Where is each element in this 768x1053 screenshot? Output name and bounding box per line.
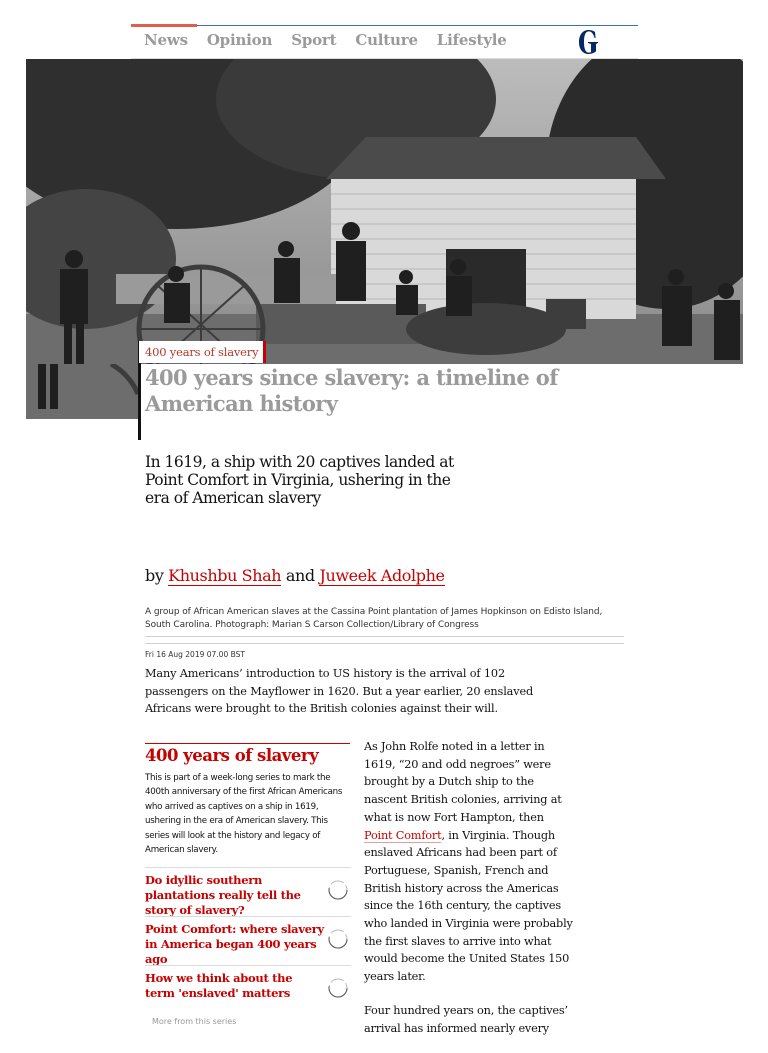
hero-photo: [26, 59, 743, 364]
nav-active-indicator: [131, 24, 197, 27]
body-p1-text-b: , in Virginia. Though enslaved Africans had been part of Portuguese, Spanish, French and British history across the Americas since the 16th century, the captives who landed in Virginia were probably the first slaves to arrive into what would become the United States 150 years later.: [364, 828, 573, 984]
body-paragraph-2: Four hundred years on, the captives’ arrival has informed nearly every: [364, 1003, 568, 1035]
series-list: [145, 867, 351, 1014]
nav-item-opinion[interactable]: Opinion: [206, 31, 273, 49]
pie-progress-icon: [328, 880, 348, 900]
pie-progress-icon: [328, 978, 348, 998]
caption-divider: [145, 636, 624, 644]
nav-item-sport[interactable]: Sport: [291, 31, 337, 49]
nav-item-culture[interactable]: Culture: [355, 31, 418, 49]
series-item[interactable]: [145, 916, 351, 965]
author-link-juweek-adolphe[interactable]: Juweek Adolphe: [319, 566, 445, 585]
more-from-series-link[interactable]: More from this series: [152, 1017, 237, 1026]
byline-joiner: and: [285, 566, 315, 585]
photo-caption: A group of African American slaves at the Cassina Point plantation of James Hopkinson on Edisto Island, South Carolina. Photograph: Marian S Carson Collection/Library of Congress: [145, 607, 603, 630]
nav-item-lifestyle[interactable]: Lifestyle: [436, 31, 507, 49]
series-kicker-bar: [263, 341, 266, 363]
series-item[interactable]: [145, 965, 351, 1014]
article-intro: Many Americans’ introduction to US history is the arrival of 102 passengers on the Mayflower in 1620. But a year earlier, 20 enslaved Africans were brought to the British colonies against their will.: [145, 667, 534, 716]
byline-prefix: by: [145, 566, 164, 585]
series-item[interactable]: [145, 867, 351, 916]
nav-top-line: [131, 25, 638, 26]
nav-item-news[interactable]: News: [144, 31, 188, 49]
article-standfirst: In 1619, a ship with 20 captives landed at Point Comfort in Virginia, ushering in the era of American slavery: [145, 453, 454, 507]
body-p1-text-a: As John Rolfe noted in a letter in 1619, “20 and odd negroes” were brought by a Dutch ship to the nascent British colonies, arriving at what is now Fort Hampton, then: [364, 740, 562, 824]
series-item-link[interactable]: Point Comfort: where slavery in America began 400 years ago: [145, 922, 324, 966]
series-title[interactable]: 400 years of slavery: [145, 746, 319, 765]
publish-date: Fri 16 Aug 2019 07.00 BST: [145, 650, 245, 659]
main-nav: [144, 31, 507, 49]
series-kicker-label[interactable]: 400 years of slavery: [145, 345, 259, 359]
series-description: This is part of a week-long series to mark the 400th anniversary of the first African Americans who arrived as captives on a ship in 1619, ushering in the era of American slavery. This series will look at the history and legacy of American slavery.: [145, 773, 343, 856]
pie-progress-icon: [328, 929, 348, 949]
point-comfort-link[interactable]: Point Comfort: [364, 828, 442, 842]
guardian-g-logo-icon[interactable]: [576, 28, 600, 56]
series-top-rule: [145, 743, 350, 744]
author-link-khushbu-shah[interactable]: Khushbu Shah: [168, 566, 282, 585]
body-paragraph-1: [364, 738, 574, 986]
article-body: [364, 738, 574, 1053]
hero-photo-overflow: [26, 364, 138, 419]
article-headline: 400 years since slavery: a timeline of American history: [145, 365, 558, 416]
series-item-link[interactable]: Do idyllic southern plantations really tell the story of slavery?: [145, 873, 301, 917]
series-item-link[interactable]: How we think about the term 'enslaved' matters: [145, 971, 293, 1000]
article-byline: [145, 566, 445, 585]
series-kicker[interactable]: [139, 341, 266, 363]
